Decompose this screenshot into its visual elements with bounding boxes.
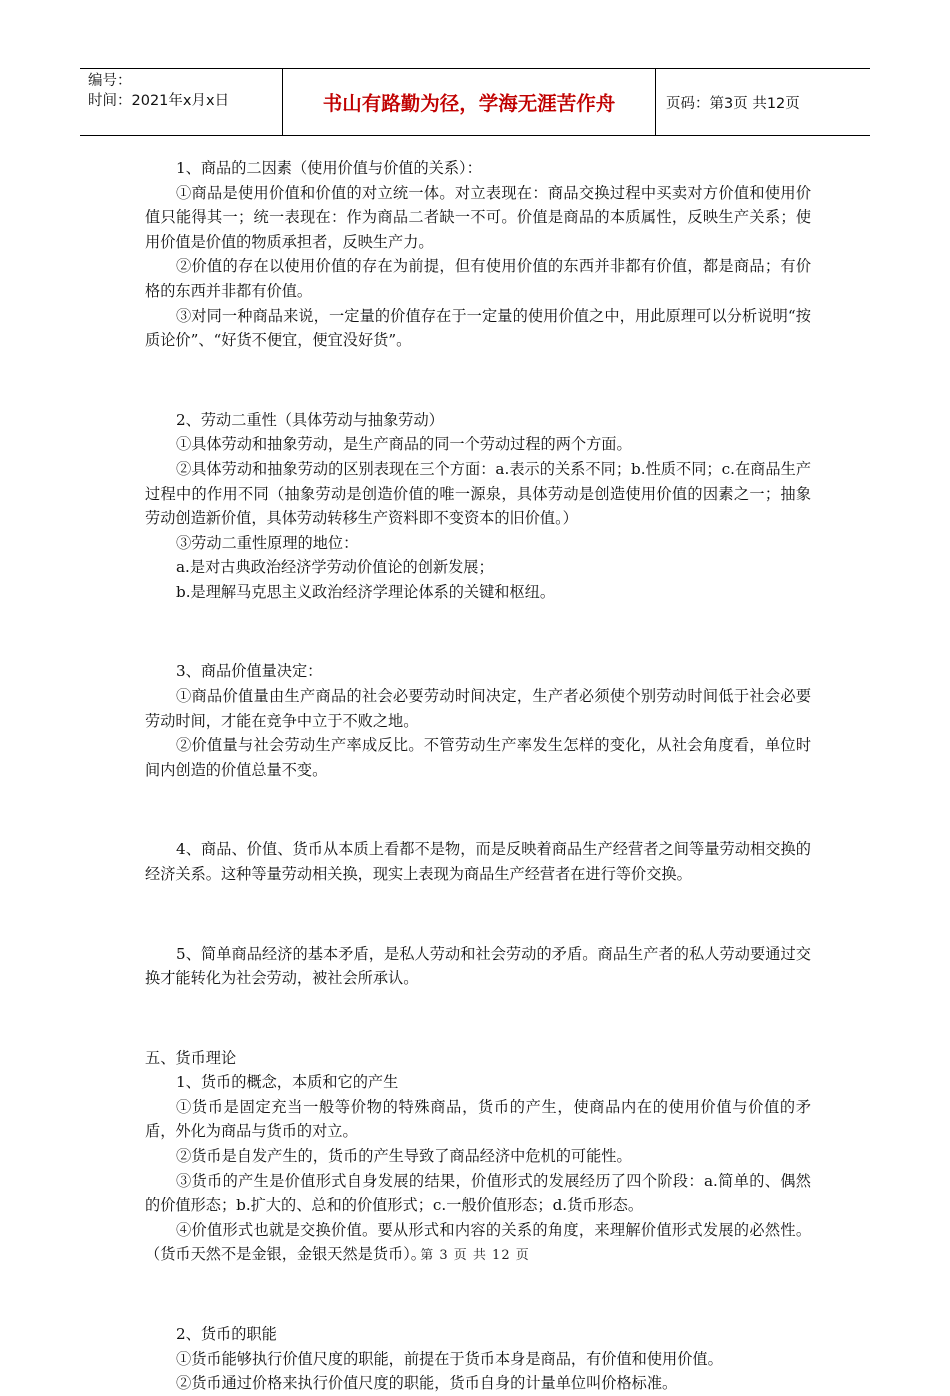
paragraph: 五、货币理论 [145,1048,237,1067]
document-body [145,156,811,1396]
paragraph: 1、商品的二因素（使用价值与价值的关系）： [176,159,482,177]
paragraph: ②货币是自发产生的，货币的产生导致了商品经济中危机的可能性。 [176,1147,632,1166]
paragraph: ①货币能够执行价值尺度的职能，前提在于货币本身是商品，有价值和使用价值。 [176,1349,723,1368]
header-page-code: 页码：第3页 共12页 [666,95,800,112]
paragraph: 2、劳动二重性（具体劳动与抽象劳动） [176,410,444,429]
paragraph-spacer [145,1006,811,1031]
paragraph-spacer [145,798,811,823]
paragraph: ①商品是使用价值和价值的对立统一体。对立表现在：商品交换过程中买卖对方价值和使用价值只能得其一；统一表现在：作为商品二者缺一不可。价值是商品的本质属性，反映生产关系；使用价值是价值的物质承担者，反映生产力。 [145,183,811,251]
paragraph: ②价值的存在以使用价值的存在为前提，但有使用价值的东西并非都有价值，都是商品；有价格的东西并非都有价值。 [145,257,811,300]
paragraph: 2、货币的职能 [176,1325,277,1343]
paragraph: a.是对古典政治经济学劳动价值论的创新发展； [176,558,494,577]
document-date: 时间：2021年x月x日 [88,93,230,109]
page-header [80,68,870,136]
paragraph: ②具体劳动和抽象劳动的区别表现在三个方面：a.表示的关系不同；b.性质不同；c.在商品生产过程中的作用不同（抽象劳动是创造价值的唯一源泉，具体劳动是创造使用价值的因素之一；抽象劳动创造新价值，具体劳动转移生产资料即不变资本的旧价值。） [145,459,811,528]
paragraph: ④价值形式也就是交换价值。要从形式和内容的关系的角度，来理解价值形式发展的必然性。（货币天然不是金银，金银天然是货币）。 [145,1220,811,1264]
paragraph: ②价值量与社会劳动生产率成反比。不管劳动生产率发生怎样的变化，从社会角度看，单位时间内创造的价值总量不变。 [145,736,811,779]
paragraph: ①商品价值量由生产商品的社会必要劳动时间决定，生产者必须使个别劳动时间低于社会必要劳动时间，才能在竞争中立于不败之地。 [145,687,811,730]
paragraph: ①货币是固定充当一般等价物的特殊商品，货币的产生，使商品内在的使用价值与价值的矛盾，外化为商品与货币的对立。 [145,1097,811,1141]
paragraph: 1、货币的概念，本质和它的产生 [176,1073,399,1092]
paragraph-spacer [145,368,811,393]
paragraph: ②货币通过价格来执行价值尺度的职能，货币自身的计量单位叫价格标准。 [176,1374,678,1393]
header-meta [80,69,282,135]
paragraph: 3、商品价值量决定： [176,662,323,681]
paragraph: ③劳动二重性原理的地位： [176,533,359,552]
paragraph: 4、商品、价值、货币从本质上看都不是物，而是反映着商品生产经营者之间等量劳动相交换的经济关系。这种等量劳动相关换，现实上表现为商品生产经营者在进行等价交换。 [145,840,811,883]
document-number-label: 编号： [88,73,132,89]
paragraph: 5、简单商品经济的基本矛盾，是私人劳动和社会劳动的矛盾。商品生产者的私人劳动要通过交换才能转化为社会劳动，被社会所承认。 [145,944,811,988]
paragraph-spacer [145,620,811,645]
paragraph: b.是理解马克思主义政治经济学理论体系的关键和枢纽。 [176,582,556,601]
paragraph: ③对同一种商品来说，一定量的价值存在于一定量的使用价值之中，用此原理可以分析说明“按质论价”、“好货不便宜，便宜没好货”。 [145,306,811,350]
paragraph: ①具体劳动和抽象劳动，是生产商品的同一个劳动过程的两个方面。 [176,435,632,454]
paragraph-spacer [145,902,811,927]
header-motto: 书山有路勤为径，学海无涯苦作舟 [282,69,656,135]
page-footer: 第 3 页 共 12 页 [420,1248,530,1263]
paragraph-spacer [145,1282,811,1307]
paragraph: ③货币的产生是价值形式自身发展的结果，价值形式的发展经历了四个阶段：a.简单的、偶然的价值形态；b.扩大的、总和的价值形式；c.一般价值形态；d.货币形态。 [145,1171,811,1215]
